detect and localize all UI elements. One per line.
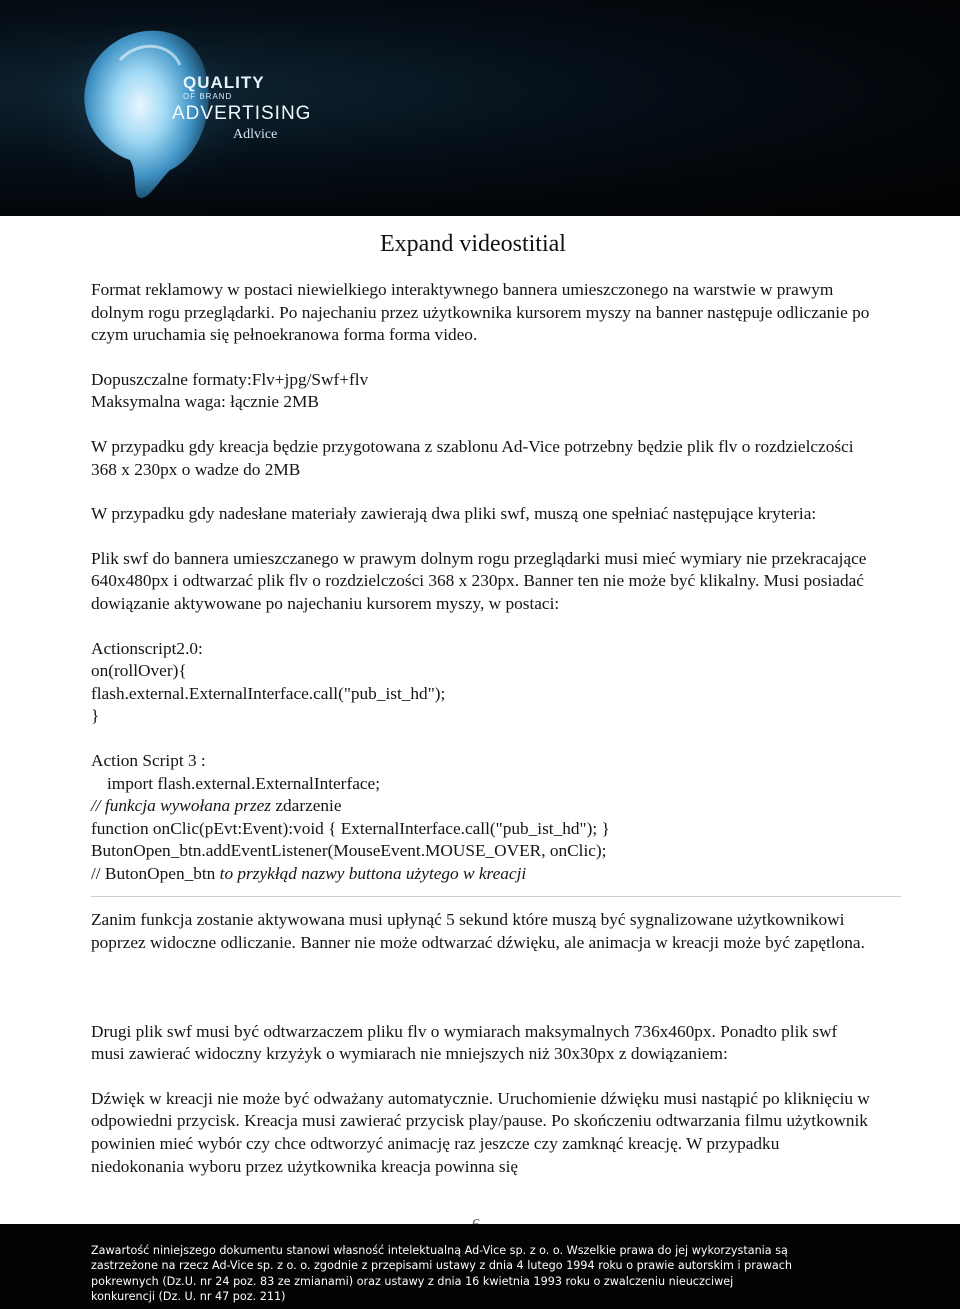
header-banner xyxy=(0,0,960,216)
as3-line: import flash.external.ExternalInterface; xyxy=(107,773,381,793)
as3-comment-plain: // ButonOpen_btn xyxy=(91,863,220,883)
logo-advice-text: Adlvice xyxy=(233,127,278,142)
as2-line: Actionscript2.0: xyxy=(91,638,203,658)
logo-advertising-text: ADVERTISING xyxy=(172,103,312,124)
as3-comment-italic: // funkcja wywołana przez xyxy=(91,796,272,816)
footer-line: Zawartość niniejszego dokumentu stanowi własność intelektualną Ad-Vice sp. z o. o. Wszelkie prawa do jej wykorzystania są xyxy=(91,1244,788,1257)
footer-line: zastrzeżone na rzecz Ad-Vice sp. z o. o. zgodnie z przepisami ustawy z dnia 4 lutego 1994 roku o prawie autorskim i prawach xyxy=(91,1259,792,1273)
document-body xyxy=(91,279,871,1178)
as3-line: Action Script 3 : xyxy=(91,750,206,770)
as2-line: flash.external.ExternalInterface.call("pub_ist_hd"); xyxy=(91,683,446,703)
as3-comment-line xyxy=(91,863,871,886)
second-swf-paragraph: Drugi plik swf musi być odtwarzaczem pliku flv o wymiarach maksymalnych 736x460px. Ponadto plik swf musi zawierać widoczny krzyżyk o wymiarach nie mniejszych niż 30x30px z dowiązaniem: xyxy=(91,1021,838,1064)
footer-legal-text xyxy=(91,1243,851,1305)
weight-line: Maksymalna waga: łącznie 2MB xyxy=(91,392,319,412)
as3-line: ButonOpen_btn.addEventListener(MouseEvent.MOUSE_OVER, onClic); xyxy=(91,841,607,861)
intro-paragraph: Format reklamowy w postaci niewielkiego interaktywnego bannera umieszczonego na warstwie w prawym dolnym rogu przeglądarki. Po najechaniu przez użytkownika kursorem myszy na banner następuje odliczanie po czym uruchamia się pełnoekranowa forma forma video. xyxy=(91,280,870,345)
as3-comment-italic: to przykłąd nazwy buttona użytego w kreacji xyxy=(219,863,527,883)
sound-paragraph: Dźwięk w kreacji nie może być odważany automatycznie. Uruchomienie dźwięku musi nastąpić po kliknięciu w odpowiedni przycisk. Kreacja musi zawierać przycisk play/pause. Po skończeniu odtwarzania filmu użytkownik powinien mieć wybór czy chce odtworzyć animację raz jeszcze czy zamknąć kreację. W przypadku niedokonania wyboru przez użytkownika kreacja powinna się xyxy=(91,1088,870,1176)
swf-criteria-paragraph: W przypadku gdy nadesłane materiały zawierają dwa pliki swf, muszą one spełniać następujące kryteria: xyxy=(91,504,817,524)
footer-line: pokrewnych (Dz.U. nr 24 poz. 83 ze zmianami) oraz ustawy z dnia 16 kwietnia 1993 roku o zwalczeniu nieuczciwej xyxy=(91,1274,734,1288)
footer-line: konkurencji (Dz. U. nr 47 poz. 211) xyxy=(91,1290,286,1304)
horizontal-divider xyxy=(91,896,901,897)
countdown-paragraph: Zanim funkcja zostanie aktywowana musi upłynąć 5 sekund które muszą być sygnalizowane użytkownikowi poprzez widoczne odliczanie. Banner nie może odtwarzać dźwięku, ale animacja w kreacji może być zapętlona. xyxy=(91,910,865,953)
formats-line: Dopuszczalne formaty:Flv+jpg/Swf+flv xyxy=(91,369,369,389)
as3-line: function onClic(pEvt:Event):void { ExternalInterface.call("pub_ist_hd"); } xyxy=(91,818,610,838)
logo-of-brand-text: OF BRAND xyxy=(183,92,233,101)
first-swf-paragraph: Plik swf do bannera umieszczanego w prawym dolnym rogu przeglądarki musi mieć wymiary nie przekracające 640x480px i odtwarzać plik flv o rozdzielczości 368 x 230px. Banner ten nie może być klikalny. Musi posiadać dowiązanie aktywowane po najechaniu kursorem myszy, w postaci: xyxy=(91,548,867,613)
as2-line: on(rollOver){ xyxy=(91,661,187,681)
as2-line: } xyxy=(91,706,100,726)
as3-comment-rest: zdarzenie xyxy=(271,796,342,816)
logo-quality-text: QUALITY xyxy=(183,73,265,92)
as3-comment-line xyxy=(91,795,871,818)
page-title: Expand videostitial xyxy=(380,231,566,257)
template-paragraph: W przypadku gdy kreacja będzie przygotowana z szablonu Ad-Vice potrzebny będzie plik flv o rozdzielczości 368 x 230px o wadze do 2MB xyxy=(91,436,854,479)
